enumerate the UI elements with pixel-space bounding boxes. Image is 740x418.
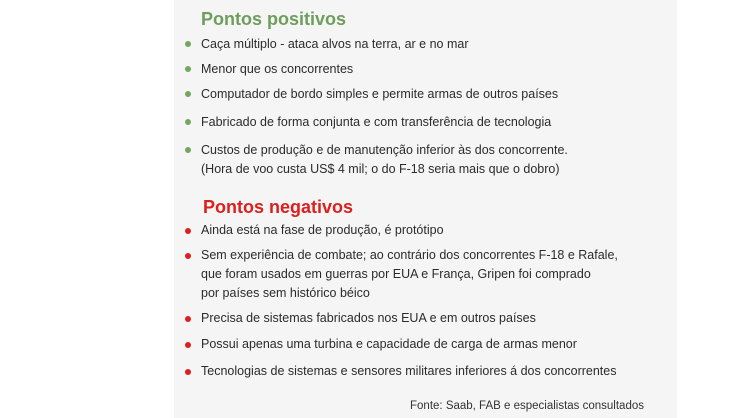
positive-item-4	[201, 113, 551, 132]
negative-item-5	[201, 362, 616, 381]
negative-item-1	[201, 221, 444, 240]
positive-item-2-line-1: Menor que os concorrentes	[201, 62, 354, 76]
negative-item-2-line-1: Sem experiência de combate; ao contrário dos concorrentes F-18 e Rafale,	[201, 248, 618, 262]
negative-item-3	[201, 309, 536, 328]
negative-item-4-line-1: Possui apenas uma turbina e capacidade de carga de armas menor	[201, 337, 577, 351]
positive-heading: Pontos positivos	[201, 9, 347, 29]
positive-item-3	[201, 85, 558, 104]
negative-bullet-2	[185, 253, 191, 259]
negative-item-4	[201, 335, 577, 354]
positive-item-5-line-2: (Hora de voo custa US$ 4 mil; o do F-18 seria mais que o dobro)	[201, 162, 560, 176]
negative-bullet-1	[185, 228, 191, 234]
negative-heading: Pontos negativos	[203, 197, 354, 217]
source-caption: Fonte: Saab, FAB e especialistas consultados	[410, 400, 644, 412]
negative-bullet-3	[185, 316, 191, 322]
negative-item-2	[201, 246, 618, 303]
positive-item-5-line-1: Custos de produção e de manutenção inferior às dos concorrente.	[201, 143, 568, 157]
positive-item-4-line-1: Fabricado de forma conjunta e com transferência de tecnologia	[201, 115, 552, 129]
positive-item-3-line-1: Computador de bordo simples e permite armas de outros países	[201, 87, 559, 101]
negative-bullet-5	[185, 369, 191, 375]
negative-bullet-4	[185, 342, 191, 348]
positive-bullet-2	[185, 66, 191, 72]
positive-item-2	[201, 60, 353, 79]
negative-item-2-line-3: por países sem histórico béico	[201, 286, 370, 300]
positive-bullet-3	[185, 91, 191, 97]
positive-bullet-1	[185, 41, 191, 47]
positive-item-5	[201, 141, 568, 179]
positive-item-1-line-1: Caça múltiplo - ataca alvos na terra, ar e no mar	[201, 37, 469, 51]
negative-item-2-line-2: que foram usados em guerras por EUA e França, Gripen foi comprado	[201, 267, 591, 281]
negative-item-5-line-1: Tecnologias de sistemas e sensores militares inferiores á dos concorrentes	[201, 364, 617, 378]
negative-item-3-line-1: Precisa de sistemas fabricados nos EUA e em outros países	[201, 311, 536, 325]
positive-bullet-5	[185, 147, 191, 153]
positive-bullet-4	[185, 119, 191, 125]
negative-item-1-line-1: Ainda está na fase de produção, é protótipo	[201, 223, 444, 237]
positive-item-1	[201, 35, 468, 54]
